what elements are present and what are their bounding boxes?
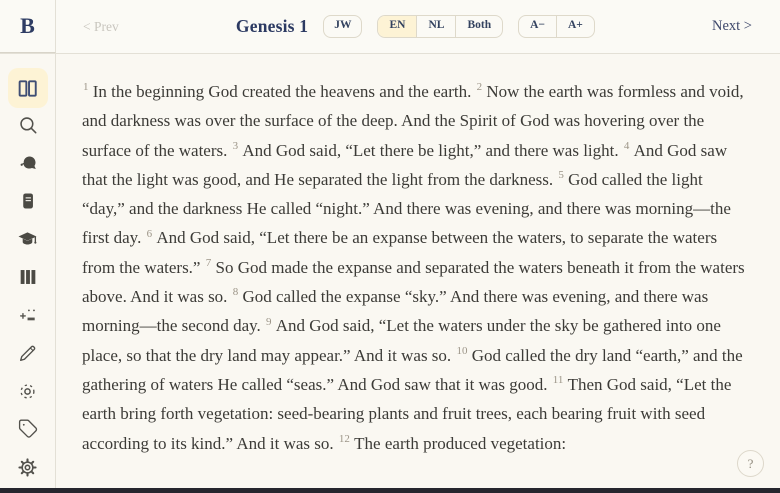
page-title: Genesis 1 [235, 15, 309, 36]
translation-jw-button[interactable]: JW [323, 15, 362, 38]
split-pages-icon [16, 77, 39, 100]
language-tab-nl[interactable]: NL [417, 16, 456, 37]
sidebar-item-reader[interactable] [8, 68, 48, 108]
sidebar-item-settings[interactable] [8, 448, 48, 486]
language-tab-en[interactable]: EN [378, 16, 417, 37]
sidebar [0, 54, 56, 493]
font-size-group [518, 15, 595, 38]
language-toggle-group [377, 15, 503, 38]
next-chapter-link[interactable]: Next > [712, 18, 752, 34]
reading-pane [56, 54, 780, 493]
sidebar-item-parallel[interactable] [8, 258, 48, 296]
font-increase-button[interactable]: A+ [557, 16, 594, 37]
sidebar-item-notes[interactable] [8, 334, 48, 372]
font-decrease-button[interactable]: A− [519, 16, 557, 37]
gear-icon [16, 456, 39, 479]
verse-text: $^1$ In the beginning God created the heavens and the earth. $^2$ Now the earth was formless and void, and darkness was over the surface of the deep. And the Spirit of God was hovering over the surface of the waters. $^3$ And God said, “Let there be light,” and there was light. $^4$ And God saw that the light was good, and He separated the light from the darkness. $^5$ God called the light “day,” and the darkness He called “night.” And there was evening, and there was morning—the first day. $^6$ And God said, “Let there be an expanse between the waters, to separate the waters from the waters.” $^7$ So God made the expanse and separated the waters beneath it from the waters above. And it was so. $^8$ God called the expanse “sky.” And there was evening, and there was morning—the second day. $^9$ And God said, “Let the waters under the sky be gathered into one place, so that the dry land may appear.” And it was so. $^{10}$ God called the dry land “earth,” and the gathering of waters He called “seas.” And God saw that it was good. $^{11}$ Then God said, “Let the earth bring forth vegetation: seed-bearing plants and fruit trees, each bearing fruit with seed according to its kind.” And it was so. $^{12}$ The earth produced vegetation: [82, 81, 745, 453]
focus-icon [17, 381, 38, 402]
sidebar-item-study[interactable] [8, 220, 48, 258]
tag-icon [17, 418, 39, 440]
app-logo[interactable]: B [0, 0, 56, 53]
header-main [56, 0, 780, 53]
journal-icon [17, 190, 39, 212]
sidebar-item-focus[interactable] [8, 372, 48, 410]
sidebar-item-journal[interactable] [8, 182, 48, 220]
bottom-edge-bar [0, 488, 780, 493]
pencil-icon [17, 342, 39, 364]
language-tab-both[interactable]: Both [456, 16, 502, 37]
columns-icon [17, 266, 39, 288]
help-button[interactable]: ? [737, 450, 764, 477]
search-icon [17, 114, 39, 136]
annotation-icon [17, 304, 39, 326]
dove-icon [17, 152, 39, 174]
graduation-cap-icon [16, 228, 39, 251]
prev-chapter-link[interactable]: < Prev [83, 18, 119, 34]
header-center-cluster [119, 15, 712, 38]
sidebar-item-spirit[interactable] [8, 144, 48, 182]
top-bar [0, 0, 780, 54]
sidebar-item-search[interactable] [8, 106, 48, 144]
sidebar-item-annotations[interactable] [8, 296, 48, 334]
sidebar-item-tags[interactable] [8, 410, 48, 448]
